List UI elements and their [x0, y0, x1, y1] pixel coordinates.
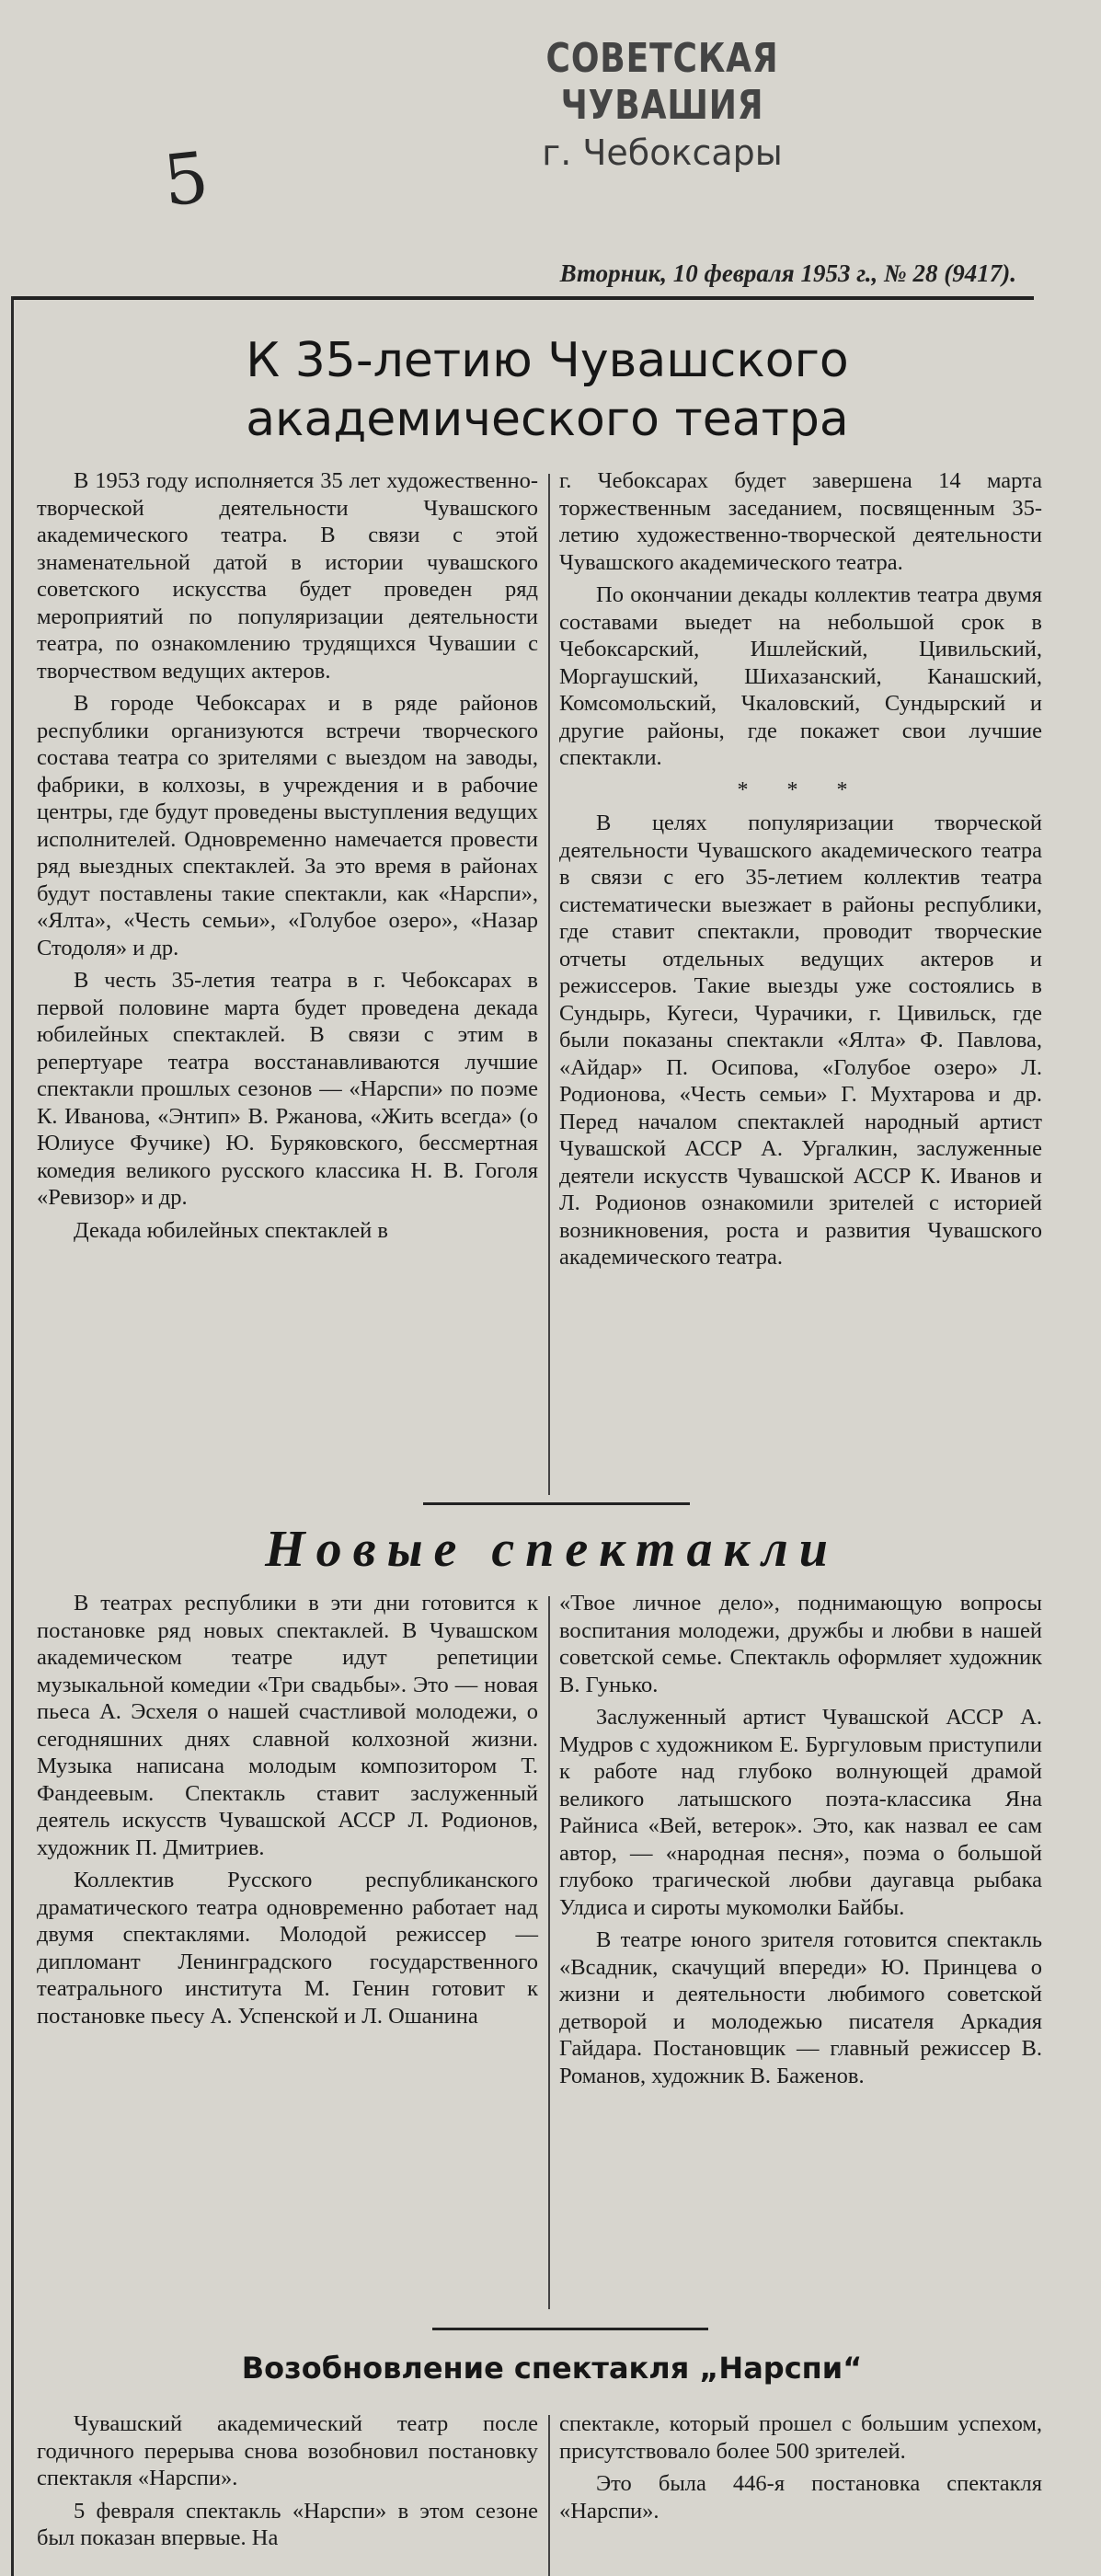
- newspaper-city: г. Чебоксары: [542, 132, 783, 173]
- article1-paragraph: В городе Чебоксарах и в ряде районов республики организуются встречи творческого состава театра со зрителями с выездом на заводы, фабрики, в колхозы, в учреждения и в рабочие центры, где будут проведены выступления ведущих исполнителей. Одновременно намечается провести ряд выездных спектаклей. За это время в районах будут поставлены такие спектакли, как «Нарспи», «Ялта», «Честь семьи», «Голубое озеро», «Назар Стодоля» и др.: [37, 691, 538, 960]
- article2-right-column: [559, 1590, 1042, 2095]
- article2-title: Новые спектакли: [265, 1521, 839, 1578]
- article2-paragraph: Коллектив Русского республиканского драматического театра одновременно работает над двумя спектаклями. Молодой режиссер — дипломант Ленинградского государственного театрального института М. Генин готовит к постановке пьесу А. Успенской и Л. Ошанина: [37, 1868, 538, 2029]
- article3-title: Возобновление спектакля „Нарспи“: [241, 2351, 863, 2386]
- handwritten-mark: 5: [159, 135, 212, 223]
- newspaper-name: СОВЕТСКАЯ ЧУВАШИЯ: [545, 35, 779, 129]
- article3-right-column: [559, 2410, 1042, 2530]
- article1-paragraph: В 1953 году исполняется 35 лет художественно-творческой деятельности Чувашского академического театра. В связи с этой знаменательной датой в истории чувашского советского искусства будет проведен ряд мероприятий по популяризации деятельности театра, по ознакомлению трудящихся Чувашии с творчеством ведущих актеров.: [37, 468, 538, 684]
- article1-right-column: [559, 467, 1042, 1277]
- article1-title-line2: академического театра: [246, 392, 849, 447]
- article1-title: [74, 331, 1021, 449]
- article2-paragraph: В театрах республики в эти дни готовится к постановке ряд новых спектаклей. В Чувашском академическом театре идут репетиции музыкальной комедии «Три свадьбы». Это — новая пьеса А. Эсхеля о нашей счастливой молодежи, о сегодняшних днях славной колхозной жизни. Музыка написана молодым композитором Т. Фандеевым. Спектакль ставит заслуженный деятель искусств Чувашской АССР Л. Родионов, художник П. Дмитриев.: [37, 1591, 538, 1860]
- section-rule: [432, 2328, 708, 2330]
- article3-paragraph: 5 февраля спектакль «Нарспи» в этом сезоне был показан впервые. На: [37, 2498, 538, 2550]
- article1-paragraph: В честь 35-летия театра в г. Чебоксарах в первой половине марта будет проведена декада юбилейных спектаклей. В связи с этим в репертуаре театра восстанавливаются лучшие спектакли прошлых сезонов — «Нарспи» по поэме К. Иванова, «Энтип» В. Ржанова, «Жить всегда» (о Юлиусе Фучике) Ю. Буряковского, бессмертная комедия великого русского классика Н. В. Гоголя «Ревизор» и др.: [37, 968, 538, 1210]
- article1-paragraph: В целях популяризации творческой деятельности Чувашского академического театра в связи с его 35-летием коллектив театра систематически выезжает в районы республики, где ставит спектакли, проводит творческие отчеты отдельных ведущих актеров и режиссеров. Такие выезды уже состоялись в Сундырь, Кугеси, Чурачики, г. Цивильск, где были показаны спектакли «Ялта» Ф. Павлова, «Айдар» П. Осипова, «Голубое озеро» Л. Родионова, «Честь семьи» Г. Мухтарова и др. Перед началом спектаклей народный артист Чувашской АССР А. Ургалкин, заслуженные деятели искусств Чувашской АССР К. Иванов и Л. Родионов ознакомили зрителей с историей возникновения, роста и развития Чувашского академического театра.: [559, 811, 1042, 1270]
- masthead-stamp: [414, 35, 911, 173]
- section-separator: * * *: [737, 777, 865, 802]
- issue-dateline: Вторник, 10 февраля 1953 г., № 28 (9417).: [559, 259, 1016, 287]
- article2-paragraph: В театре юного зрителя готовится спектакль «Всадник, скачущий впереди» Ю. Принцева о жизни и деятельности любимого советской детворой и молодежью писателя Аркадия Гайдара. Постановщик — главный режиссер В. Романов, художник В. Баженов.: [559, 1927, 1042, 2088]
- article1-column-rule: [548, 474, 550, 1495]
- article1-title-line1: К 35-летию Чувашского: [246, 333, 849, 388]
- article1-paragraph: По окончании декады коллектив театра двумя составами выедет на небольшой срок в Чебоксарский, Ишлейский, Цивильский, Моргаушский, Шихазанский, Канашский, Комсомольский, Чкаловский, Сундырский и другие районы, где покажет свои лучшие спектакли.: [559, 582, 1042, 770]
- article3-paragraph: спектакле, который прошел с большим успехом, присутствовало более 500 зрителей.: [559, 2411, 1042, 2464]
- article3-paragraph: Чувашский академический театр после годичного перерыва снова возобновил постановку спектакля «Нарспи».: [37, 2411, 538, 2490]
- article3-paragraph: Это была 446-я постановка спектакля «Нарспи».: [559, 2471, 1042, 2524]
- article2-paragraph: Заслуженный артист Чувашской АССР А. Мудров с художником Е. Бургуловым приступили к работе над глубоко волнующей драмой великого латышского поэта-классика Яна Райниса «Вей, ветерок». Это, как назвал ее сам автор, — «народная песня», поэма о большой глубоко трагической любви даугавца рыбака Улдиса и сироты мукомолки Байбы.: [559, 1705, 1042, 1920]
- article2-column-rule: [548, 1596, 550, 2309]
- article3-left-column: [37, 2410, 538, 2558]
- header-rule: [13, 296, 1034, 300]
- article2-left-column: [37, 1590, 538, 2035]
- article3-column-rule: [548, 2415, 550, 2576]
- page-left-border: [11, 296, 14, 2576]
- section-rule: [423, 1502, 690, 1505]
- article2-paragraph: «Твое личное дело», поднимающую вопросы воспитания молодежи, дружбы и любви в нашей советской семье. Спектакль оформляет художник В. Гунько.: [559, 1591, 1042, 1697]
- article1-paragraph: Декада юбилейных спектаклей в: [74, 1217, 388, 1243]
- article1-paragraph: г. Чебоксарах будет завершена 14 марта торжественным заседанием, посвященным 35-летию художественно-творческой деятельности Чувашского академического театра.: [559, 468, 1042, 575]
- article1-left-column: [37, 467, 538, 1249]
